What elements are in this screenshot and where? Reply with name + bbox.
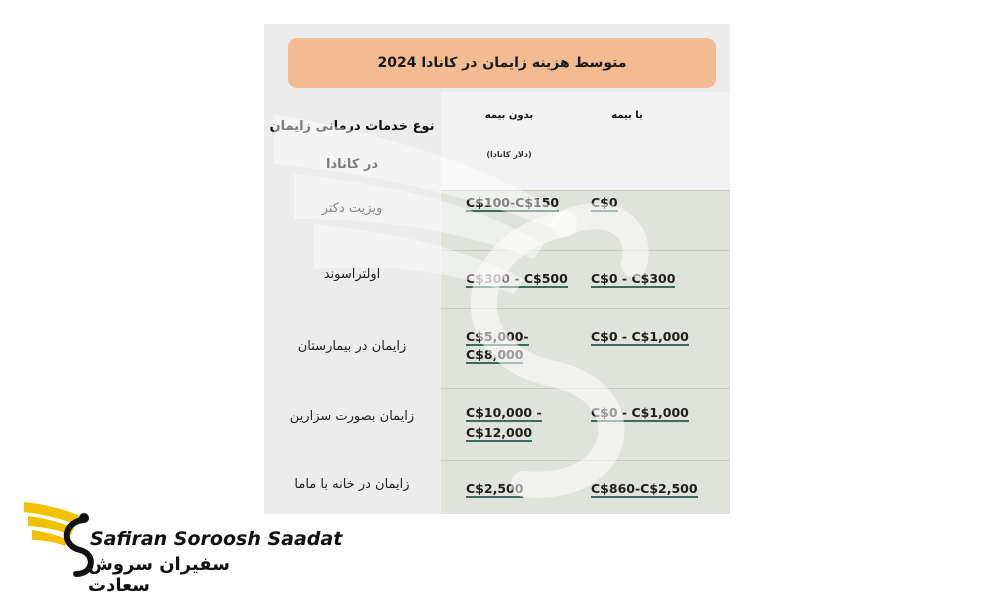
- header-without-insurance: بدون بیمه: [484, 110, 534, 121]
- cost-with-cell: C$860-C$2,500: [591, 481, 698, 496]
- cost-without-cell: C$5,000-: [466, 329, 529, 344]
- service-cell: زایمان در بیمارستان: [297, 339, 407, 354]
- table-title: متوسط هزینه زایمان در کانادا 2024: [288, 38, 716, 88]
- cost-with-cell: C$0: [591, 195, 618, 210]
- cost-without-cell: C$10,000 -: [466, 405, 542, 420]
- service-cell: اولتراسوند: [323, 267, 381, 282]
- service-cell: ویزیت دکتر: [321, 201, 383, 216]
- cost-with-cell: C$0 - C$1,000: [591, 405, 689, 420]
- header-with-insurance: با بیمه: [611, 110, 643, 121]
- cost-without-cell: C$100-C$150: [466, 195, 560, 210]
- header-without-insurance-unit: (دلار کانادا): [486, 150, 532, 159]
- cost-without-cell-line2: C$8,000: [466, 347, 524, 362]
- cost-without-cell-line2: C$12,000: [466, 425, 533, 440]
- brand-name-en: Safiran Soroosh Saadat: [90, 528, 343, 550]
- service-cell: زایمان در خانه با ماما: [294, 477, 410, 492]
- brand-name-fa: سفیران سروش سعادت: [88, 554, 230, 596]
- cost-with-cell: C$0 - C$300: [591, 271, 676, 286]
- cost-without-cell: C$2,500: [466, 481, 524, 496]
- service-cell: زایمان بصورت سزارین: [289, 409, 415, 424]
- swan-watermark: [264, 54, 730, 514]
- cost-without-cell: C$300 - C$500: [466, 271, 568, 286]
- header-service: نوع خدمات درمانی زایمان در کانادا: [269, 119, 435, 172]
- cost-with-cell: C$0 - C$1,000: [591, 329, 689, 344]
- cost-table-panel: [264, 24, 730, 514]
